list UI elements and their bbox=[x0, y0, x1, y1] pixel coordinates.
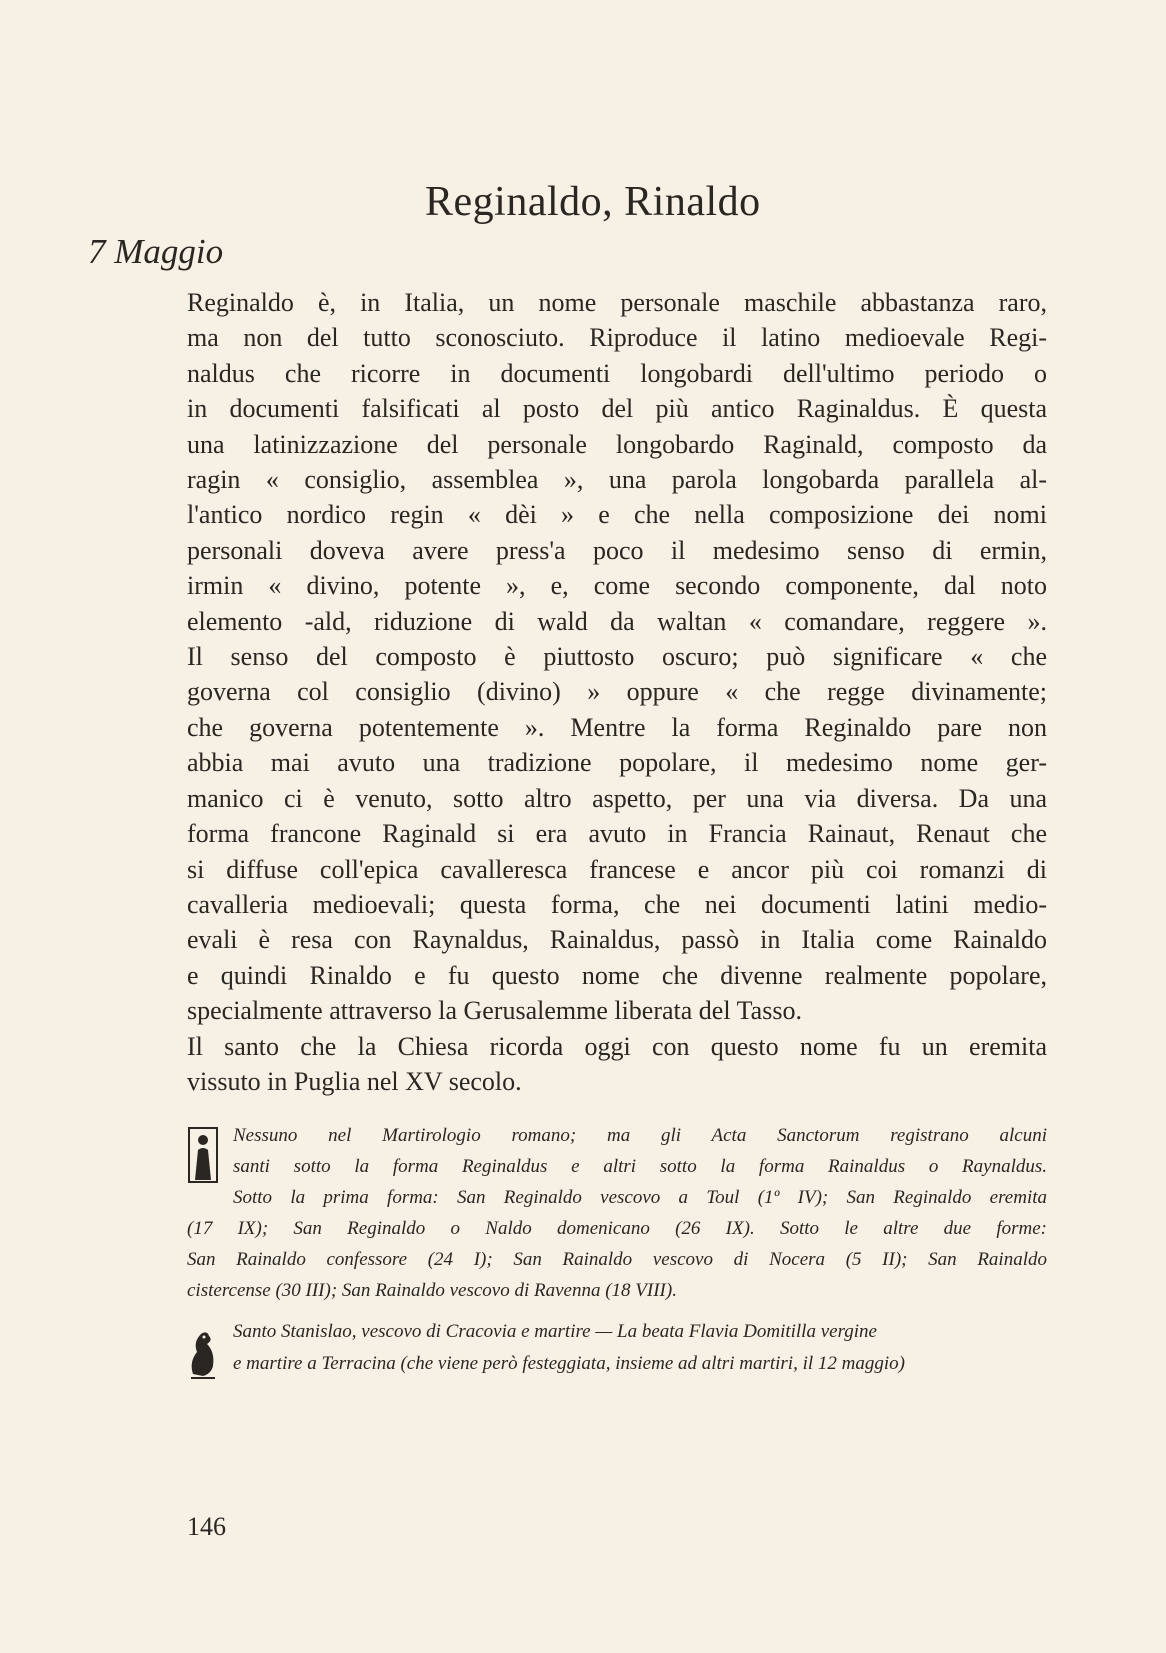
note-line: Nessuno nel Martirologio romano; ma gli Acta Sanctorum registrano alcuni bbox=[233, 1125, 1047, 1146]
text-line: personali doveva avere press'a poco il medesimo senso di ermin, bbox=[187, 535, 1047, 565]
text-line: Il santo che la Chiesa ricorda oggi con questo nome fu un eremita bbox=[187, 1031, 1047, 1061]
text-line: irmin « divino, potente », e, come secondo componente, dal noto bbox=[187, 571, 1047, 601]
text-line: l'antico nordico regin « dèi » e che nella composizione dei nomi bbox=[187, 500, 1047, 530]
text-line: ragin « consiglio, assemblea », una parola longobarda parallela al- bbox=[187, 465, 1047, 495]
text-line: vissuto in Puglia nel XV secolo. bbox=[187, 1066, 522, 1096]
text-line: forma francone Raginald si era avuto in Francia Rainaut, Renaut che bbox=[187, 819, 1047, 849]
note-line: santi sotto la forma Reginaldus e altri sotto la forma Rainaldus o Raynaldus. bbox=[233, 1156, 1047, 1177]
text-line: in documenti falsificati al posto del più antico Raginaldus. È questa bbox=[187, 394, 1047, 424]
text-line: si diffuse coll'epica cavalleresca francese e ancor più coi romanzi di bbox=[187, 854, 1047, 884]
text-line: manico ci è venuto, sotto altro aspetto, per una via diversa. Da una bbox=[187, 783, 1047, 813]
text-line: e quindi Rinaldo e fu questo nome che divenne realmente popolare, bbox=[187, 960, 1047, 990]
text-line: naldus che ricorre in documenti longobardi dell'ultimo periodo o bbox=[187, 358, 1047, 388]
text-line: che governa potentemente ». Mentre la forma Reginaldo pare non bbox=[187, 712, 1047, 742]
note-line: (17 IX); San Reginaldo o Naldo domenicano (26 IX). Sotto le altre due forme: bbox=[187, 1218, 1047, 1239]
main-text bbox=[187, 285, 1047, 1099]
text-line: ma non del tutto sconosciuto. Riproduce il latino medioevale Regi- bbox=[187, 323, 1047, 353]
saints-of-day-note bbox=[187, 1316, 1047, 1380]
text-line: evali è resa con Raynaldus, Rainaldus, passò in Italia come Rainaldo bbox=[187, 925, 1047, 955]
note-line: cistercense (30 III); San Rainaldo vescovo di Ravenna (18 VIII). bbox=[187, 1280, 677, 1301]
text-line: una latinizzazione del personale longobardo Raginald, composto da bbox=[187, 429, 1047, 459]
text-line: abbia mai avuto una tradizione popolare, il medesimo nome ger- bbox=[187, 748, 1047, 778]
text-line: Reginaldo è, in Italia, un nome personale maschile abbastanza raro, bbox=[187, 288, 1047, 317]
note-line: San Rainaldo confessore (24 I); San Rainaldo vescovo di Nocera (5 II); San Rainaldo bbox=[187, 1249, 1047, 1270]
note-line: Sotto la prima forma: San Reginaldo vescovo a Toul (1º IV); San Reginaldo eremita bbox=[233, 1187, 1047, 1208]
note-line: e martire a Terracina (che viene però festeggiata, insieme ad altri martiri, il 12 maggio) bbox=[233, 1353, 905, 1374]
martyrology-note bbox=[187, 1120, 1047, 1306]
text-line: elemento -ald, riduzione di wald da waltan « comandare, reggere ». bbox=[187, 606, 1047, 636]
text-line: cavalleria medioevali; questa forma, che nei documenti latini medio- bbox=[187, 889, 1047, 919]
monk-figure-icon bbox=[187, 1126, 219, 1184]
text-line: Il senso del composto è piuttosto oscuro; può significare « che bbox=[187, 642, 1047, 672]
note-line: Santo Stanislao, vescovo di Cracovia e martire — La beata Flavia Domitilla vergine bbox=[233, 1321, 877, 1342]
page-title: Reginaldo, Rinaldo bbox=[425, 179, 761, 225]
page-number: 146 bbox=[187, 1512, 226, 1541]
eagle-icon bbox=[187, 1322, 219, 1380]
text-line: specialmente attraverso la Gerusalemme liberata del Tasso. bbox=[187, 996, 802, 1026]
text-line: governa col consiglio (divino) » oppure « che regge divinamente; bbox=[187, 677, 1047, 707]
feast-date: 7 Maggio bbox=[88, 232, 224, 271]
